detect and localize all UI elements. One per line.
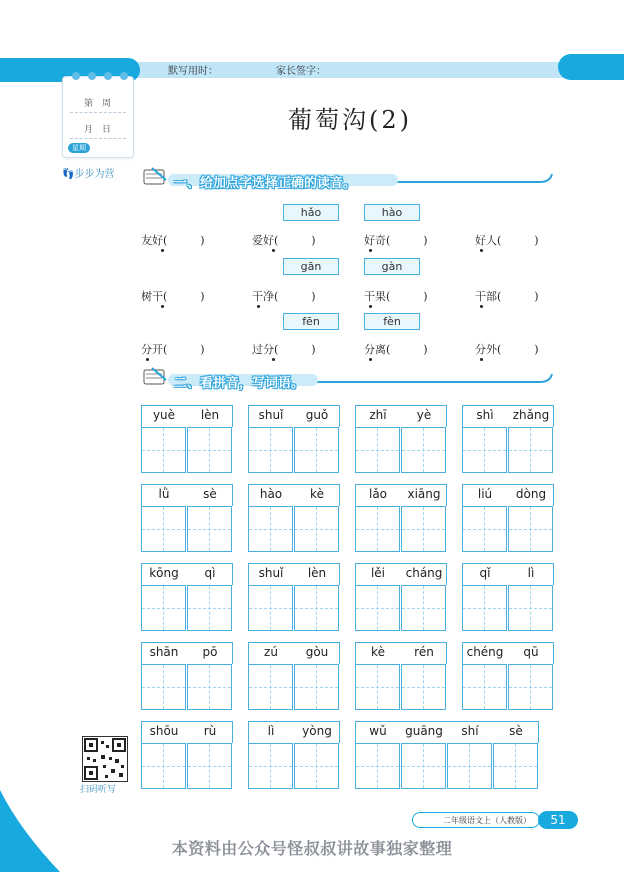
pinyin-syllable: lěi (370, 566, 386, 580)
calendar-tag: 星期 (68, 143, 90, 153)
ring-icon (120, 72, 128, 80)
word-item: 过分( ) (252, 343, 316, 356)
emphasis-dot (480, 358, 483, 361)
pinyin-syllable: liú (477, 487, 493, 501)
source-note: 本资料由公众号怪叔叔讲故事独家整理 (171, 839, 453, 858)
emphasis-dot (369, 358, 372, 361)
pinyin-syllable: chéng (466, 645, 504, 659)
writing-cell[interactable] (294, 506, 339, 552)
writing-cell[interactable] (401, 427, 446, 473)
pinyin-option: gān (283, 258, 339, 275)
writing-cell[interactable] (187, 427, 232, 473)
writing-cell[interactable] (462, 506, 507, 552)
writing-cell[interactable] (141, 743, 186, 789)
emphasis-dot (257, 305, 260, 308)
ring-icon (104, 72, 112, 80)
pinyin-option: hào (364, 204, 420, 221)
pinyin-syllable: guāng (405, 724, 443, 738)
writing-cell[interactable] (187, 664, 232, 710)
writing-cell[interactable] (355, 427, 400, 473)
writing-cell[interactable] (248, 585, 293, 631)
pinyin-syllable: wǔ (369, 724, 387, 738)
sign-label: 家长签字： (276, 66, 326, 77)
writing-cell[interactable] (187, 585, 232, 631)
writing-cell[interactable] (508, 664, 553, 710)
word-item: 好奇( ) (364, 234, 428, 247)
writing-cell[interactable] (401, 664, 446, 710)
page-number: 51 (538, 811, 578, 829)
page-title: 葡萄沟(2) (288, 106, 412, 134)
writing-cell[interactable] (248, 664, 293, 710)
pinyin-syllable: sè (203, 487, 217, 501)
writing-cell[interactable] (355, 743, 400, 789)
pinyin-syllable: lǜ (158, 487, 170, 501)
ring-icon (72, 72, 80, 80)
pinyin-syllable: shuǐ (258, 408, 284, 422)
word-item: 爱好( ) (252, 234, 316, 247)
writing-cell[interactable] (187, 506, 232, 552)
corner-decoration (0, 790, 60, 872)
pinyin-syllable: hào (259, 487, 283, 501)
writing-cell[interactable] (462, 664, 507, 710)
emphasis-dot (369, 305, 372, 308)
emphasis-dot (272, 249, 275, 252)
qr-code-icon (82, 736, 128, 782)
pinyin-syllable: gòu (305, 645, 329, 659)
book-label: 二年级语文上（人教版） (412, 812, 540, 828)
pinyin-syllable: lì (267, 724, 275, 738)
pinyin-option: gàn (364, 258, 420, 275)
writing-cell[interactable] (141, 506, 186, 552)
writing-cell[interactable] (355, 585, 400, 631)
writing-cell[interactable] (294, 427, 339, 473)
writing-cell[interactable] (508, 427, 553, 473)
pinyin-syllable: rén (414, 645, 434, 659)
section2-heading: 二、看拼音，写词语。 (174, 376, 305, 391)
header-banner-right (558, 54, 624, 80)
calendar-divider (70, 138, 126, 139)
pinyin-syllable: kè (371, 645, 385, 659)
word-item: 干果( ) (364, 290, 428, 303)
pinyin-syllable: yòng (302, 724, 332, 738)
calendar-date: 月 日 (84, 125, 112, 135)
pinyin-syllable: lì (527, 566, 535, 580)
writing-cell[interactable] (141, 585, 186, 631)
pinyin-syllable: yuè (152, 408, 176, 422)
qr-label: 扫码听写 (80, 785, 117, 795)
pinyin-syllable: lǎo (368, 487, 388, 501)
pinyin-syllable: kè (310, 487, 324, 501)
word-item: 友好( ) (141, 234, 205, 247)
emphasis-dot (161, 305, 164, 308)
word-item: 分开( ) (141, 343, 205, 356)
writing-cell[interactable] (187, 743, 232, 789)
pinyin-option: hǎo (283, 204, 339, 221)
writing-cell[interactable] (355, 664, 400, 710)
writing-cell[interactable] (248, 743, 293, 789)
writing-cell[interactable] (141, 664, 186, 710)
writing-cell[interactable] (294, 585, 339, 631)
writing-cell[interactable] (462, 585, 507, 631)
writing-cell[interactable] (248, 506, 293, 552)
emphasis-dot (480, 249, 483, 252)
pinyin-syllable: shì (476, 408, 494, 422)
pinyin-syllable: lèn (307, 566, 327, 580)
pinyin-syllable: shuǐ (258, 566, 284, 580)
pinyin-syllable: kōng (149, 566, 179, 580)
steps-text: 步步为营 (74, 169, 115, 180)
writing-cell[interactable] (462, 427, 507, 473)
pinyin-syllable: lèn (200, 408, 220, 422)
writing-cell[interactable] (401, 506, 446, 552)
pinyin-syllable: pō (202, 645, 218, 659)
writing-cell[interactable] (141, 427, 186, 473)
steps-label (62, 165, 114, 180)
pinyin-syllable: shí (461, 724, 479, 738)
pinyin-syllable: qì (204, 566, 216, 580)
writing-cell[interactable] (294, 743, 339, 789)
emphasis-dot (146, 358, 149, 361)
emphasis-dot (161, 249, 164, 252)
emphasis-dot (369, 249, 372, 252)
pinyin-syllable: shān (149, 645, 179, 659)
writing-cell[interactable] (493, 743, 538, 789)
pinyin-syllable: yè (416, 408, 432, 422)
pinyin-syllable: guǒ (305, 408, 329, 422)
pinyin-syllable: zhǎng (512, 408, 550, 422)
word-item: 干净( ) (252, 290, 316, 303)
calendar-week: 第 周 (84, 99, 112, 109)
pinyin-syllable: sè (509, 724, 523, 738)
pinyin-syllable: zhī (369, 408, 387, 422)
pinyin-option: fēn (283, 313, 339, 330)
word-item: 分外( ) (475, 343, 539, 356)
pinyin-syllable: shōu (149, 724, 179, 738)
pinyin-syllable: rù (203, 724, 217, 738)
emphasis-dot (272, 358, 275, 361)
pinyin-syllable: dòng (515, 487, 547, 501)
writing-cell[interactable] (401, 743, 446, 789)
pinyin-syllable: cháng (405, 566, 443, 580)
writing-cell[interactable] (294, 664, 339, 710)
pencil-icon (144, 368, 166, 384)
writing-cell[interactable] (401, 585, 446, 631)
word-item: 好人( ) (475, 234, 539, 247)
pinyin-syllable: zú (264, 645, 278, 659)
emphasis-dot (480, 305, 483, 308)
word-item: 干部( ) (475, 290, 539, 303)
writing-cell[interactable] (248, 427, 293, 473)
writing-cell[interactable] (447, 743, 492, 789)
pinyin-syllable: qū (523, 645, 539, 659)
writing-cell[interactable] (355, 506, 400, 552)
section1-heading: 一、给加点字选择正确的读音。 (174, 176, 357, 191)
writing-cell[interactable] (508, 585, 553, 631)
pinyin-syllable: xiāng (407, 487, 441, 501)
pinyin-syllable: qǐ (479, 566, 491, 580)
ring-icon (88, 72, 96, 80)
time-label: 默写用时： (168, 66, 218, 77)
pinyin-option: fèn (364, 313, 420, 330)
pencil-icon (144, 168, 166, 184)
word-item: 树干( ) (141, 290, 205, 303)
footprint-icon: 👣 (62, 169, 75, 180)
writing-cell[interactable] (508, 506, 553, 552)
word-item: 分离( ) (364, 343, 428, 356)
